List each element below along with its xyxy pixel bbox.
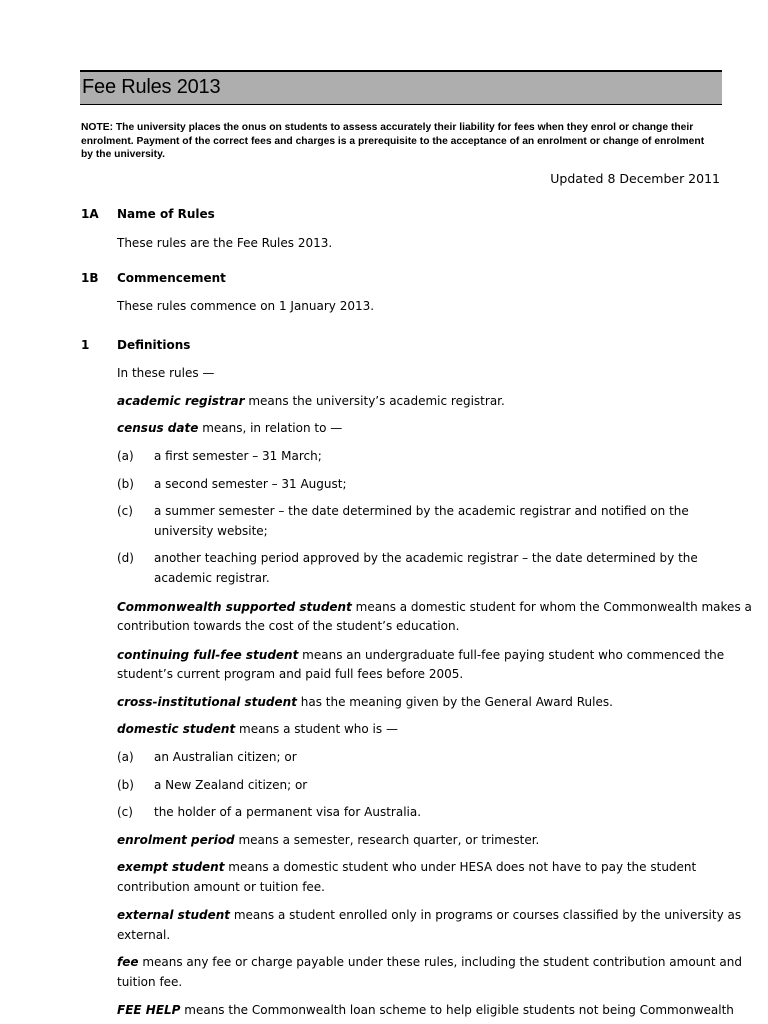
note-line: by the university.	[81, 149, 165, 160]
section-number: 1	[81, 338, 90, 352]
list-item-text: university website;	[154, 524, 268, 538]
section-intro: In these rules —	[117, 366, 215, 380]
definition-term: continuing full-fee student	[117, 648, 299, 662]
definition-term: domestic student	[117, 722, 236, 736]
definition-commonwealth-supported	[117, 597, 752, 617]
definition-text: means the university’s academic registrar.	[244, 394, 505, 408]
list-item-text: a summer semester – the date determined by the academic registrar and notified on the	[154, 504, 689, 518]
note-paragraph	[81, 121, 721, 162]
updated-date: Updated 8 December 2011	[550, 171, 720, 186]
definition-term: cross-institutional student	[117, 695, 297, 709]
section-heading: Name of Rules	[117, 207, 215, 221]
list-item-letter: (d)	[117, 551, 134, 565]
definition-text: contribution amount or tuition fee.	[117, 880, 325, 894]
definition-term: FEE HELP	[117, 1003, 181, 1017]
definition-text: means a student who is —	[235, 722, 398, 736]
definition-domestic-student	[117, 719, 398, 739]
definition-term: external student	[117, 908, 231, 922]
list-item-letter: (a)	[117, 750, 134, 764]
section-text: These rules commence on 1 January 2013.	[117, 299, 375, 313]
definition-text: means an undergraduate full-fee paying student who commenced the	[298, 648, 725, 662]
section-heading: Commencement	[117, 271, 226, 285]
definition-enrolment-period	[117, 830, 539, 850]
list-item-text: a first semester – 31 March;	[154, 449, 322, 463]
list-item-text: a New Zealand citizen; or	[154, 778, 308, 792]
definition-text: external.	[117, 928, 171, 942]
document-title: Fee Rules 2013	[82, 76, 221, 98]
definition-term: exempt student	[117, 860, 225, 874]
list-item-text: academic registrar.	[154, 571, 270, 585]
list-item-letter: (c)	[117, 805, 133, 819]
definition-cross-institutional	[117, 692, 613, 712]
definition-continuing-full-fee	[117, 645, 724, 665]
definition-text: means a domestic student who under HESA does not have to pay the student	[224, 860, 697, 874]
note-line: enrolment. Payment of the correct fees and charges is a prerequisite to the acceptance of an enrolment or change of enrolment	[81, 135, 705, 147]
definition-term: census date	[117, 421, 199, 435]
definition-fee-help	[117, 1000, 734, 1020]
definition-text: has the meaning given by the General Award Rules.	[296, 695, 613, 709]
definition-text: means a domestic student for whom the Commonwealth makes a	[351, 600, 752, 614]
definition-text: means, in relation to —	[198, 421, 343, 435]
definition-text: contribution towards the cost of the student’s education.	[117, 619, 460, 633]
list-item-letter: (a)	[117, 449, 134, 463]
note-line: NOTE: The university places the onus on students to assess accurately their liability for fees when they enrol or change their	[81, 122, 694, 133]
section-number: 1A	[81, 207, 99, 221]
section-text: These rules are the Fee Rules 2013.	[117, 236, 333, 250]
definition-text: means the Commonwealth loan scheme to help eligible students not being Commonwealth	[180, 1003, 734, 1017]
definition-text: student’s current program and paid full fees before 2005.	[117, 667, 464, 681]
section-number: 1B	[81, 271, 99, 285]
definition-text: means a student enrolled only in programs or courses classified by the university as	[230, 908, 742, 922]
definition-external-student	[117, 905, 741, 925]
definition-term: Commonwealth supported student	[117, 600, 352, 614]
list-item-text: the holder of a permanent visa for Australia.	[154, 805, 422, 819]
section-heading: Definitions	[117, 338, 191, 352]
list-item-letter: (c)	[117, 504, 133, 518]
list-item-text: another teaching period approved by the academic registrar – the date determined by the	[154, 551, 698, 565]
definition-text: tuition fee.	[117, 975, 183, 989]
definition-text: means a semester, research quarter, or trimester.	[234, 833, 540, 847]
definition-fee	[117, 952, 742, 972]
definition-term: enrolment period	[117, 833, 235, 847]
list-item-letter: (b)	[117, 477, 134, 491]
definition-census-date	[117, 418, 342, 438]
list-item-letter: (b)	[117, 778, 134, 792]
definition-academic-registrar	[117, 391, 505, 411]
definition-text: means any fee or charge payable under these rules, including the student contribution amount and	[138, 955, 742, 969]
list-item-text: a second semester – 31 August;	[154, 477, 347, 491]
list-item-text: an Australian citizen; or	[154, 750, 297, 764]
title-bar	[80, 70, 722, 105]
definition-exempt-student	[117, 857, 696, 877]
definition-term: fee	[117, 955, 139, 969]
definition-term: academic registrar	[117, 394, 245, 408]
